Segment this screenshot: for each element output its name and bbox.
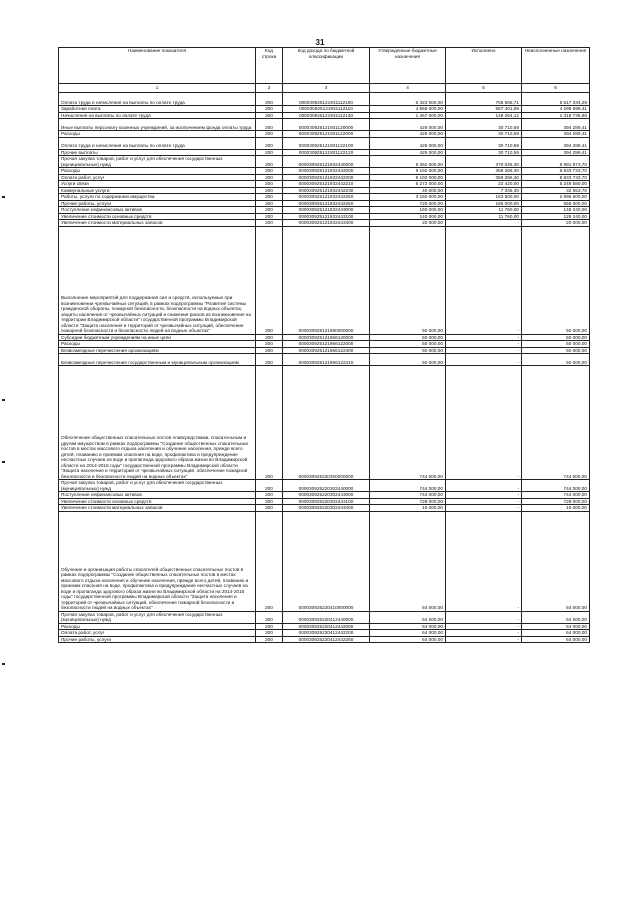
indicator-name-cell: Увеличение стоимости основных средств — [59, 213, 256, 220]
header-income-code: Код дохода по бюджетной классификации — [283, 48, 370, 84]
income-code-cell: 000030925220412442000 — [283, 623, 370, 630]
line-code-cell: 200 — [256, 226, 283, 334]
executed-amount-cell: 163 500,00 — [446, 194, 522, 201]
indicator-name-cell: Прочая закупка товаров, работ и услуг для обеспечения государственных (муниципальных) нужд — [59, 611, 256, 623]
unexecuted-amount-cell: 5 617 334,29 — [522, 93, 590, 106]
executed-amount-cell: - — [446, 623, 522, 630]
income-code-cell: 000030925121931122100 — [283, 137, 370, 149]
column-number: 1 — [59, 84, 256, 93]
line-code-cell: 200 — [256, 119, 283, 131]
line-code-cell: 200 — [256, 112, 283, 119]
header-unexecuted: Неисполненные назначения — [522, 48, 590, 84]
unexecuted-amount-cell: 64 000,00 — [522, 611, 590, 623]
executed-amount-cell: 165 000,00 — [446, 200, 522, 207]
executed-amount-cell: 11 760,00 — [446, 213, 522, 220]
table-header-row — [59, 48, 590, 84]
header-executed: Исполнено — [446, 48, 522, 84]
line-code-cell: 200 — [256, 207, 283, 214]
executed-amount-cell: - — [446, 611, 522, 623]
approved-amount-cell: 16 000,00 — [370, 505, 446, 512]
income-code-cell: 000030925121932443100 — [283, 213, 370, 220]
line-code-cell: 200 — [256, 511, 283, 611]
income-code-cell: 000030925121932442000 — [283, 168, 370, 175]
executed-amount-cell: - — [446, 220, 522, 227]
indicator-name-cell: Увеличение стоимости материальных запасов — [59, 220, 256, 227]
executed-amount-cell: - — [446, 630, 522, 637]
indicator-name-cell: Прочие работы, услуги — [59, 636, 256, 643]
approved-amount-cell: 744 000,00 — [370, 480, 446, 492]
table-row — [59, 194, 590, 201]
unexecuted-amount-cell: 394 289,41 — [522, 149, 590, 156]
approved-amount-cell: 160 000,00 — [370, 207, 446, 214]
line-code-cell: 200 — [256, 630, 283, 637]
line-code-cell: 200 — [256, 137, 283, 149]
line-code-cell: 200 — [256, 498, 283, 505]
indicator-name-cell: Увеличение стоимости материальных запасов — [59, 505, 256, 512]
indicator-name-cell: Расходы — [59, 168, 256, 175]
executed-amount-cell: 705 665,71 — [446, 93, 522, 106]
approved-amount-cell: 50 000,00 — [370, 226, 446, 334]
unexecuted-amount-cell: 20 000,00 — [522, 220, 590, 227]
approved-amount-cell: 5 272 000,00 — [370, 181, 446, 188]
income-code-cell: 000030925121932442230 — [283, 187, 370, 194]
line-code-cell: 200 — [256, 156, 283, 168]
executed-amount-cell: 11 760,00 — [446, 207, 522, 214]
table-row — [59, 213, 590, 220]
approved-amount-cell: 425 000,00 — [370, 137, 446, 149]
executed-amount-cell: 30 710,59 — [446, 119, 522, 131]
table-row — [59, 156, 590, 168]
column-number: 3 — [283, 84, 370, 93]
income-code-cell: 000030925121932442250 — [283, 194, 370, 201]
unexecuted-amount-cell: 50 000,00 — [522, 226, 590, 334]
unexecuted-amount-cell: 394 289,41 — [522, 119, 590, 131]
income-code-cell: 000030925220300000000 — [283, 366, 370, 480]
unexecuted-amount-cell: 128 240,00 — [522, 213, 590, 220]
unexecuted-amount-cell: 1 318 735,88 — [522, 112, 590, 119]
line-code-cell: 200 — [256, 492, 283, 499]
approved-amount-cell: 6 323 000,00 — [370, 93, 446, 106]
indicator-name-cell: Иные выплаты персоналу казенных учреждений, за исключением фонда оплаты труда — [59, 119, 256, 131]
indicator-name-cell: Оплата работ, услуг — [59, 630, 256, 637]
executed-amount-cell: - — [446, 498, 522, 505]
scan-edge-mark — [2, 461, 5, 463]
executed-amount-cell: 30 710,59 — [446, 137, 522, 149]
executed-amount-cell: - — [446, 480, 522, 492]
line-code-cell: 200 — [256, 106, 283, 113]
executed-amount-cell: 30 710,59 — [446, 131, 522, 138]
indicator-name-cell: Обучение и организация работы спасателей общественных спасательных постов в рамках подпрограммы "Создание общественных спасательных постов в местах массового отдыха населения и обучение населения, прежде всего детей, плаванию и приемам спасения на воде, профилактика и предупреждение несчастных случаев на воде и пропаганда здорового образа жизни во Владимирской области на 2014-2016 годы" государственной программы Владимирской области "Защита населения и территорий от чрезвычайных ситуаций, обеспечение пожарной безопасности и безопасности людей на водных объектах" — [59, 511, 256, 611]
page-number: 31 — [315, 38, 325, 47]
table-row — [59, 480, 590, 492]
indicator-name-cell: Безвозмездные перечисления организациям — [59, 347, 256, 354]
approved-amount-cell: 50 000,00 — [370, 334, 446, 341]
income-code-cell: 000030925220412442200 — [283, 630, 370, 637]
executed-amount-cell: - — [446, 511, 522, 611]
approved-amount-cell: 64 000,00 — [370, 611, 446, 623]
table-row — [59, 226, 590, 334]
table-row — [59, 119, 590, 131]
indicator-name-cell: Обеспечение общественных спасательных постов плавсредствами, спасательным и другим имуществом в рамках подпрограммы "Создание общественных спасательных постов в местах массового отдыха населения и обучение населения, прежде всего детей, плаванию и приемам спасения на воде, профилактика и предупреждение несчастных случаев на воде и пропаганда здорового образа жизни во Владимирской области на 2014-2016 годы" государственной программы Владимирской области "Защита населения и территорий от чрезвычайных ситуаций, обеспечение пожарной безопасности и безопасности людей на водных объектах" — [59, 366, 256, 480]
executed-amount-cell: - — [446, 334, 522, 341]
income-code-cell: 000030925121932442200 — [283, 174, 370, 181]
executed-amount-cell: - — [446, 341, 522, 348]
indicator-name-cell: Услуги связи — [59, 181, 256, 188]
unexecuted-amount-cell: 8 981 973,70 — [522, 156, 590, 168]
line-code-cell: 200 — [256, 505, 283, 512]
income-code-cell: 000030925121932443000 — [283, 207, 370, 214]
line-code-cell: 200 — [256, 194, 283, 201]
executed-amount-cell: 148 264,12 — [446, 112, 522, 119]
unexecuted-amount-cell: 728 000,00 — [522, 498, 590, 505]
column-number: 2 — [256, 84, 283, 93]
indicator-name-cell: Поступление нефинансовых активов — [59, 492, 256, 499]
unexecuted-amount-cell: 50 000,00 — [522, 347, 590, 354]
approved-amount-cell: 40 000,00 — [370, 187, 446, 194]
column-number: 4 — [370, 84, 446, 93]
income-code-cell: 000030925121966120000 — [283, 334, 370, 341]
executed-amount-cell: 557 401,59 — [446, 106, 522, 113]
unexecuted-amount-cell: 8 833 733,70 — [522, 168, 590, 175]
indicator-name-cell: Расходы — [59, 131, 256, 138]
indicator-name-cell: Расходы — [59, 623, 256, 630]
approved-amount-cell: 9 192 000,00 — [370, 174, 446, 181]
line-code-cell: 200 — [256, 187, 283, 194]
executed-amount-cell: - — [446, 354, 522, 366]
income-code-cell: 000030925121931122000 — [283, 131, 370, 138]
income-code-cell: 000030925220412442260 — [283, 636, 370, 643]
line-code-cell: 200 — [256, 480, 283, 492]
unexecuted-amount-cell: 2 996 500,00 — [522, 194, 590, 201]
approved-amount-cell: 20 000,00 — [370, 220, 446, 227]
indicator-name-cell: Поступление нефинансовых активов — [59, 207, 256, 214]
line-code-cell: 200 — [256, 220, 283, 227]
unexecuted-amount-cell: 64 000,00 — [522, 630, 590, 637]
line-code-cell: 200 — [256, 93, 283, 106]
table-row — [59, 636, 590, 643]
line-code-cell: 200 — [256, 611, 283, 623]
income-code-cell: 000030925121932442260 — [283, 200, 370, 207]
line-code-cell: 200 — [256, 168, 283, 175]
line-code-cell: 200 — [256, 366, 283, 480]
approved-amount-cell: 728 000,00 — [370, 498, 446, 505]
indicator-name-cell: Коммунальные услуги — [59, 187, 256, 194]
executed-amount-cell: 358 266,30 — [446, 174, 522, 181]
executed-amount-cell: 358 266,30 — [446, 168, 522, 175]
income-code-cell: 000030925121931112100 — [283, 93, 370, 106]
table-row — [59, 366, 590, 480]
unexecuted-amount-cell: 5 249 580,00 — [522, 181, 590, 188]
executed-amount-cell: 7 346,30 — [446, 187, 522, 194]
unexecuted-amount-cell: 50 000,00 — [522, 341, 590, 348]
income-code-cell: 000030925121932442210 — [283, 181, 370, 188]
executed-amount-cell: - — [446, 347, 522, 354]
approved-amount-cell: 9 192 000,00 — [370, 168, 446, 175]
approved-amount-cell: 64 000,00 — [370, 630, 446, 637]
unexecuted-amount-cell: 555 000,00 — [522, 200, 590, 207]
approved-amount-cell: 425 000,00 — [370, 131, 446, 138]
income-code-cell: 000030925121966122000 — [283, 341, 370, 348]
column-number: 6 — [522, 84, 590, 93]
executed-amount-cell: - — [446, 366, 522, 480]
unexecuted-amount-cell: 64 000,00 — [522, 623, 590, 630]
approved-amount-cell: 50 000,00 — [370, 341, 446, 348]
indicator-name-cell: Оплата работ, услуг — [59, 174, 256, 181]
line-code-cell: 200 — [256, 341, 283, 348]
unexecuted-amount-cell: 32 653,70 — [522, 187, 590, 194]
line-code-cell: 200 — [256, 181, 283, 188]
executed-amount-cell: - — [446, 636, 522, 643]
income-code-cell: 000030925121931122120 — [283, 149, 370, 156]
line-code-cell: 200 — [256, 636, 283, 643]
line-code-cell: 200 — [256, 174, 283, 181]
unexecuted-amount-cell: 64 000,00 — [522, 636, 590, 643]
line-code-cell: 200 — [256, 347, 283, 354]
line-code-cell: 200 — [256, 623, 283, 630]
header-approved: Утвержденные бюджетные назначения — [370, 48, 446, 84]
approved-amount-cell: 1 467 000,00 — [370, 112, 446, 119]
unexecuted-amount-cell: 50 000,00 — [522, 354, 590, 366]
executed-amount-cell: 22 420,00 — [446, 181, 522, 188]
indicator-name-cell: Безвозмездные перечисления государственным и муниципальным организациям — [59, 354, 256, 366]
table-row — [59, 354, 590, 366]
indicator-name-cell: Расходы — [59, 341, 256, 348]
indicator-name-cell: Прочая закупка товаров, работ и услуг для обеспечения государственных (муниципальных) нужд — [59, 480, 256, 492]
income-code-cell: 000030925220302443400 — [283, 505, 370, 512]
approved-amount-cell: 50 000,00 — [370, 354, 446, 366]
unexecuted-amount-cell: 50 000,00 — [522, 334, 590, 341]
unexecuted-amount-cell: 394 289,41 — [522, 131, 590, 138]
table-row — [59, 93, 590, 106]
approved-amount-cell: 140 000,00 — [370, 213, 446, 220]
unexecuted-amount-cell: 394 289,41 — [522, 137, 590, 149]
income-code-cell: 000030925220302443100 — [283, 498, 370, 505]
column-number: 5 — [446, 84, 522, 93]
unexecuted-amount-cell: 16 000,00 — [522, 505, 590, 512]
column-number-row — [59, 84, 590, 93]
income-code-cell: 000030925121932443400 — [283, 220, 370, 227]
approved-amount-cell: 9 352 000,00 — [370, 156, 446, 168]
executed-amount-cell: - — [446, 492, 522, 499]
scan-edge-mark — [2, 399, 5, 401]
table-row — [59, 112, 590, 119]
budget-execution-table — [58, 47, 590, 643]
executed-amount-cell: - — [446, 505, 522, 512]
unexecuted-amount-cell: 148 240,00 — [522, 207, 590, 214]
approved-amount-cell: 425 000,00 — [370, 119, 446, 131]
table-row — [59, 611, 590, 623]
indicator-name-cell: Работы, услуги по содержанию имущества — [59, 194, 256, 201]
unexecuted-amount-cell: 8 833 733,70 — [522, 174, 590, 181]
line-code-cell: 200 — [256, 200, 283, 207]
header-line-code: Код строки — [256, 48, 283, 84]
indicator-name-cell: Заработная плата — [59, 106, 256, 113]
executed-amount-cell: 370 026,30 — [446, 156, 522, 168]
line-code-cell: 200 — [256, 213, 283, 220]
header-indicator-name: Наименование показателя — [59, 48, 256, 84]
income-code-cell: 000030925121966122410 — [283, 354, 370, 366]
income-code-cell: 000030925121932440000 — [283, 156, 370, 168]
executed-amount-cell: - — [446, 226, 522, 334]
income-code-cell: 000030925220302443000 — [283, 492, 370, 499]
executed-amount-cell: 30 710,59 — [446, 149, 522, 156]
indicator-name-cell: Увеличение стоимости основных средств — [59, 498, 256, 505]
table-row — [59, 511, 590, 611]
approved-amount-cell: 64 000,00 — [370, 636, 446, 643]
indicator-name-cell: Прочие работы, услуги — [59, 200, 256, 207]
income-code-cell: 000030925121931112130 — [283, 112, 370, 119]
approved-amount-cell: 744 000,00 — [370, 492, 446, 499]
income-code-cell: 000030925220410000000 — [283, 511, 370, 611]
indicator-name-cell: Прочая закупка товаров, работ и услуг для обеспечения государственных (муниципальных) нужд — [59, 156, 256, 168]
indicator-name-cell: Субсидии бюджетным учреждениям на иные цели — [59, 334, 256, 341]
income-code-cell: 000030925121931112110 — [283, 106, 370, 113]
line-code-cell: 200 — [256, 354, 283, 366]
approved-amount-cell: 64 000,00 — [370, 511, 446, 611]
scan-edge-mark — [2, 196, 5, 198]
income-code-cell: 000030925121966122400 — [283, 347, 370, 354]
income-code-cell: 000030925220412440000 — [283, 611, 370, 623]
line-code-cell: 200 — [256, 131, 283, 138]
indicator-name-cell: Оплата труда и начисления на выплаты по оплате труда — [59, 93, 256, 106]
line-code-cell: 200 — [256, 334, 283, 341]
table-row — [59, 207, 590, 214]
scan-edge-mark — [2, 663, 5, 665]
approved-amount-cell: 744 000,00 — [370, 366, 446, 480]
indicator-name-cell: Выполнение мероприятий для поддержания сил и средств, используемых при возникновении чрезвычайных ситуаций, в рамках подпрограммы "Развитие системы гражданской обороны, пожарной безопасности, безопасности на водных объектах, защиты населения от чрезвычайных ситуаций и снижения рисков их возникновения на территории Владимирской области" государственной программы Владимирской области "Защита населения и территорий от чрезвычайных ситуаций, обеспечение пожарной безопасности и безопасности людей на водных объектах" — [59, 226, 256, 334]
approved-amount-cell: 4 856 000,00 — [370, 106, 446, 113]
table-row — [59, 137, 590, 149]
unexecuted-amount-cell: 64 000,00 — [522, 511, 590, 611]
indicator-name-cell: Начисления на выплаты по оплате труда — [59, 112, 256, 119]
indicator-name-cell: Прочие выплаты — [59, 149, 256, 156]
approved-amount-cell: 3 160 000,00 — [370, 194, 446, 201]
approved-amount-cell: 720 000,00 — [370, 200, 446, 207]
income-code-cell: 000030925220302440000 — [283, 480, 370, 492]
unexecuted-amount-cell: 4 298 598,41 — [522, 106, 590, 113]
income-code-cell: 000030925121931120000 — [283, 119, 370, 131]
approved-amount-cell: 64 000,00 — [370, 623, 446, 630]
approved-amount-cell: 50 000,00 — [370, 347, 446, 354]
approved-amount-cell: 425 000,00 — [370, 149, 446, 156]
unexecuted-amount-cell: 744 000,00 — [522, 366, 590, 480]
indicator-name-cell: Оплата труда и начисления на выплаты по оплате труда — [59, 137, 256, 149]
income-code-cell: 000030925121960000000 — [283, 226, 370, 334]
unexecuted-amount-cell: 744 000,00 — [522, 492, 590, 499]
unexecuted-amount-cell: 744 000,00 — [522, 480, 590, 492]
line-code-cell: 200 — [256, 149, 283, 156]
